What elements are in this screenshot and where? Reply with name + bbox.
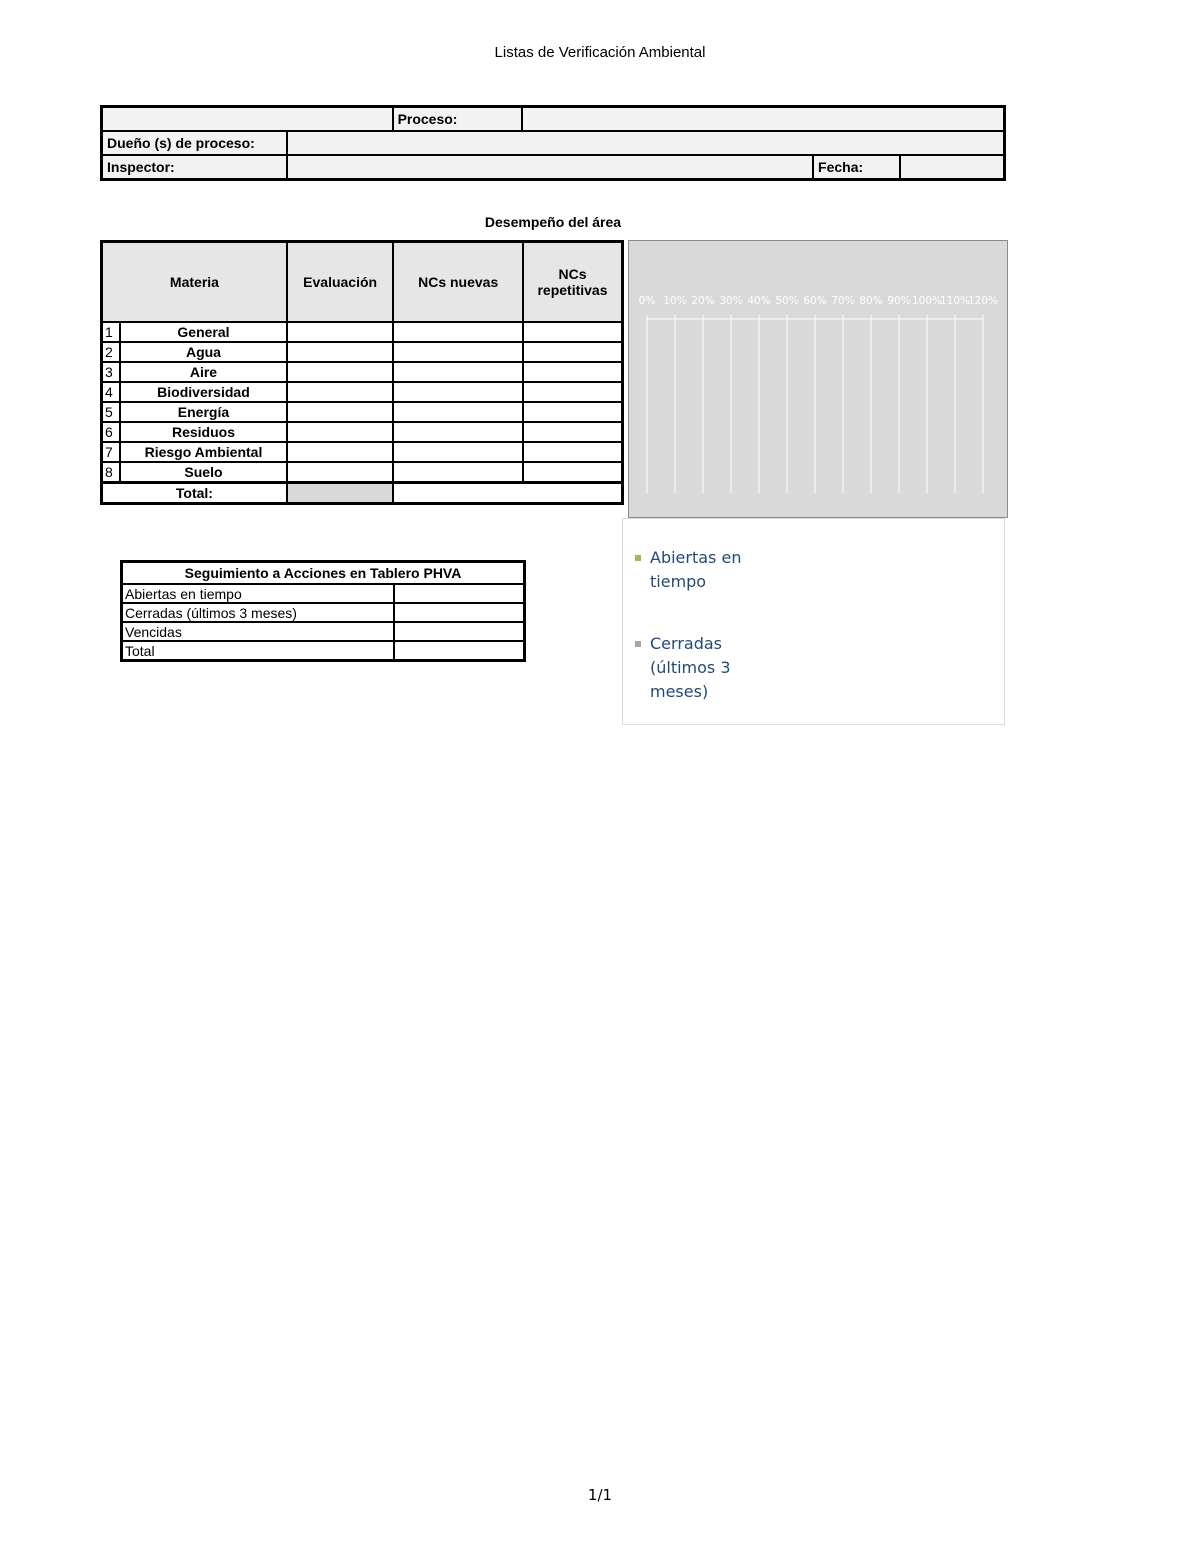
phva-row [122,641,525,661]
x-tick-label: 50% [775,295,799,307]
x-tick-label: 40% [747,295,771,307]
phva-row-value[interactable] [394,622,525,641]
x-tick-label: 110% [939,295,971,307]
row-subject: General [120,322,287,342]
row-number: 1 [102,322,121,342]
row-number: 3 [102,362,121,382]
page-number: 1/1 [587,1486,613,1504]
x-tick-label: 70% [831,295,855,307]
ncs-nuevas-cell[interactable] [393,322,523,342]
phva-title: Seguimiento a Acciones en Tablero PHVA [122,562,525,585]
ncs-repetitivas-cell[interactable] [523,382,623,402]
ncs-nuevas-cell[interactable] [393,442,523,462]
ncs-nuevas-cell[interactable] [393,422,523,442]
phva-row-value[interactable] [394,603,525,622]
table-row [102,462,623,483]
duenos-label: Dueño (s) de proceso: [102,131,288,155]
phva-row-value[interactable] [394,584,525,603]
x-tick-label: 120% [967,295,999,307]
x-tick-label: 100% [911,295,943,307]
row-number: 2 [102,342,121,362]
evaluacion-cell[interactable] [287,362,394,382]
evaluacion-cell[interactable] [287,382,394,402]
phva-row [122,622,525,641]
row-number: 4 [102,382,121,402]
table-row [102,382,623,402]
legend-label: Cerradas (últimos 3 meses) [650,634,731,701]
table-row [102,322,623,342]
duenos-field[interactable] [287,131,1004,155]
chart-svg [629,241,1009,519]
ncs-nuevas-cell[interactable] [393,402,523,422]
chart-legend [622,518,1005,725]
row-subject: Riesgo Ambiental [120,442,287,462]
row-subject: Residuos [120,422,287,442]
row-number: 8 [102,462,121,483]
row-number: 6 [102,422,121,442]
phva-table [120,560,526,662]
table-row [102,402,623,422]
evaluacion-cell[interactable] [287,342,394,362]
table-row [102,442,623,462]
header-evaluacion: Evaluación [287,242,394,323]
phva-row [122,584,525,603]
x-tick-label: 10% [663,295,687,307]
header-ncs-repetitivas: NCs repetitivas [523,242,623,323]
performance-table [100,240,624,505]
phva-row-label: Vencidas [122,622,394,641]
performance-title: Desempeño del área [484,214,622,230]
fecha-field[interactable] [900,155,1005,180]
legend-swatch [635,641,641,647]
total-row [102,483,623,504]
proceso-label: Proceso: [393,107,523,132]
evaluacion-cell[interactable] [287,422,394,442]
phva-row-label: Total [122,641,394,661]
total-evaluacion-cell[interactable] [287,483,394,504]
row-subject: Aire [120,362,287,382]
performance-chart [628,240,1008,518]
legend-swatch [635,555,641,561]
row-number: 5 [102,402,121,422]
header-ncs-nuevas: NCs nuevas [393,242,523,323]
ncs-repetitivas-cell[interactable] [523,422,623,442]
process-info-table [100,105,1006,181]
blank-cell[interactable] [102,107,393,132]
row-subject: Suelo [120,462,287,483]
ncs-repetitivas-cell[interactable] [523,442,623,462]
x-tick-label: 60% [803,295,827,307]
table-row [102,362,623,382]
ncs-repetitivas-cell[interactable] [523,362,623,382]
x-tick-label: 90% [887,295,911,307]
ncs-nuevas-cell[interactable] [393,382,523,402]
ncs-nuevas-cell[interactable] [393,342,523,362]
total-empty-cell [393,483,622,504]
phva-row-label: Abiertas en tiempo [122,584,394,603]
evaluacion-cell[interactable] [287,442,394,462]
ncs-repetitivas-cell[interactable] [523,402,623,422]
total-label: Total: [102,483,287,504]
phva-row-label: Cerradas (últimos 3 meses) [122,603,394,622]
legend-label: Abiertas en tiempo [650,548,742,591]
row-subject: Energía [120,402,287,422]
evaluacion-cell[interactable] [287,402,394,422]
phva-row-value[interactable] [394,641,525,661]
x-tick-label: 80% [859,295,883,307]
fecha-label: Fecha: [813,155,900,180]
x-tick-label: 0% [638,295,656,307]
ncs-repetitivas-cell[interactable] [523,322,623,342]
evaluacion-cell[interactable] [287,462,394,483]
row-subject: Biodiversidad [120,382,287,402]
ncs-nuevas-cell[interactable] [393,462,523,483]
ncs-repetitivas-cell[interactable] [523,462,623,483]
inspector-label: Inspector: [102,155,288,180]
x-tick-label: 20% [691,295,715,307]
ncs-repetitivas-cell[interactable] [523,342,623,362]
page-header: Listas de Verificación Ambiental [494,44,706,61]
row-subject: Agua [120,342,287,362]
proceso-field[interactable] [522,107,1004,132]
header-materia: Materia [102,242,287,323]
row-number: 7 [102,442,121,462]
evaluacion-cell[interactable] [287,322,394,342]
phva-row [122,603,525,622]
table-row [102,422,623,442]
x-tick-label: 30% [719,295,743,307]
inspector-field[interactable] [287,155,813,180]
ncs-nuevas-cell[interactable] [393,362,523,382]
table-row [102,342,623,362]
